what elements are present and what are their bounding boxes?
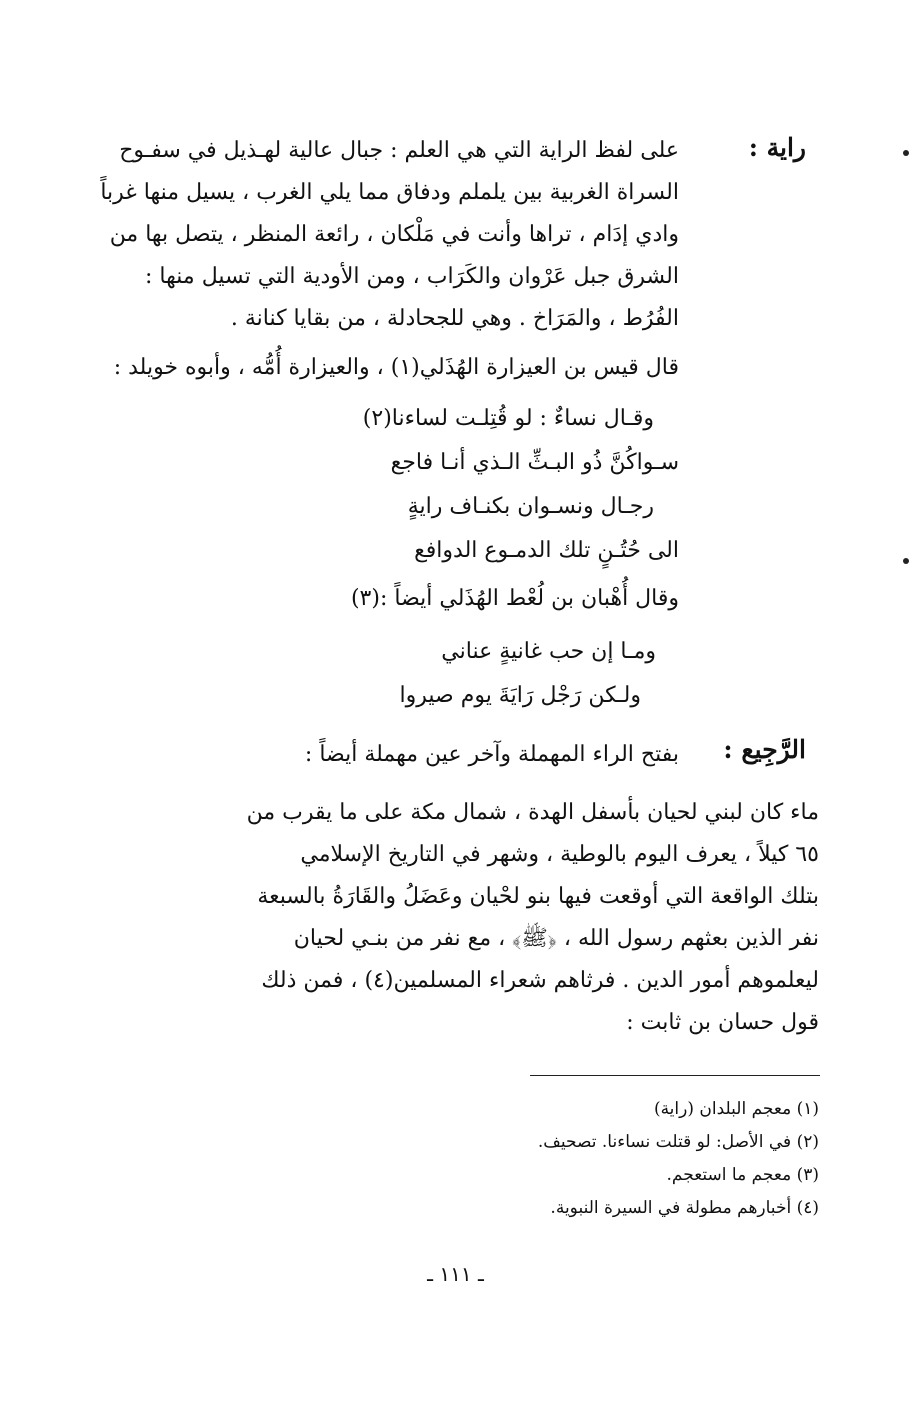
footnote-item: (١) معجم البلدان (راية) <box>653 1099 819 1119</box>
entry-heading-rajee: الرَّجِيع : <box>723 735 806 764</box>
entry-heading-raya: راية : <box>748 133 806 162</box>
text-line: ٦٥ كيلاً ، يعرف اليوم بالوطية ، وشهر في التاريخ الإسلامي <box>300 842 819 867</box>
text-line: نفر الذين بعثهم رسول الله ، ﴿ﷺ﴾ ، مع نفر من بنـي لحيان <box>293 926 819 951</box>
text-line: بتلك الواقعة التي أوقعت فيها بنو لحْيان وعَضَلُ والقَارَةُ بالسبعة <box>257 884 819 909</box>
verse-line: ولـكن رَجْل رَايَةَ يوم صيروا <box>399 683 641 708</box>
entry-rajee-first-line: بفتح الراء المهملة وآخر عين مهملة أيضاً : <box>304 742 679 767</box>
entry-rajee-description <box>139 792 819 1044</box>
text-line: السراة الغربية بين يلملم ودفاق مما يلي الغرب ، يسيل منها غرباً <box>100 180 679 205</box>
entry-raya-description <box>100 130 679 340</box>
verse-line: الى حُتُـنٍ تلك الدمـوع الدوافع <box>414 538 679 563</box>
quote-intro: وقال أُهْبان بن لُعْط الهُذَلي أيضاً :(٣) <box>350 586 679 611</box>
footnote-item: (٤) أخبارهم مطولة في السيرة النبوية. <box>550 1198 819 1218</box>
footnotes <box>419 1093 819 1225</box>
entry-raya-quote-intro <box>113 347 679 389</box>
text-line: على لفظ الراية التي هي العلم : جبال عالية لهـذيل في سفـوح <box>119 138 679 163</box>
footnote-divider <box>530 1075 820 1076</box>
verse-line: رجـال ونسـوان بكنـاف رايةٍ <box>407 494 654 519</box>
text-line: الشرق جبل عَرْوان والكَرَاب ، ومن الأودية التي تسيل منها : <box>145 264 679 289</box>
margin-mark <box>903 150 909 156</box>
verse-line: ومـا إن حب غانيةٍ عناني <box>441 639 656 664</box>
text-line: قول حسان بن ثابت : <box>626 1010 819 1035</box>
text-line: ماء كان لبني لحيان بأسفل الهدة ، شمال مكة على ما يقرب من <box>246 800 819 825</box>
text-line: الفُرُط ، والمَرَاخ . وهي للجحادلة ، من بقايا كنانة . <box>230 306 679 331</box>
footnote-item: (٣) معجم ما استعجم. <box>666 1165 819 1185</box>
text-line: قال قيس بن العيزارة الهُذَلي(١) ، والعيزارة أُمُّه ، وأبوه خويلد : <box>113 355 679 380</box>
text-line: ليعلموهم أمور الدين . فرثاهم شعراء المسلمين(٤) ، فمن ذلك <box>261 968 819 993</box>
verse-line: سـواكُنَّ ذُو البـثِّ الـذي أنـا فاجع <box>390 450 679 475</box>
verse-line: وقـال نساءٌ : لو قُتِلـت لساءنا(٢) <box>362 406 654 431</box>
margin-mark <box>903 558 909 564</box>
text-line: وادي إدَام ، تراها وأنت في مَلْكان ، رائعة المنظر ، يتصل بها من <box>109 222 679 247</box>
page-number: ـ ١١١ ـ <box>427 1262 484 1286</box>
footnote-item: (٢) في الأصل: لو قتلت نساءنا. تصحيف. <box>537 1132 819 1152</box>
